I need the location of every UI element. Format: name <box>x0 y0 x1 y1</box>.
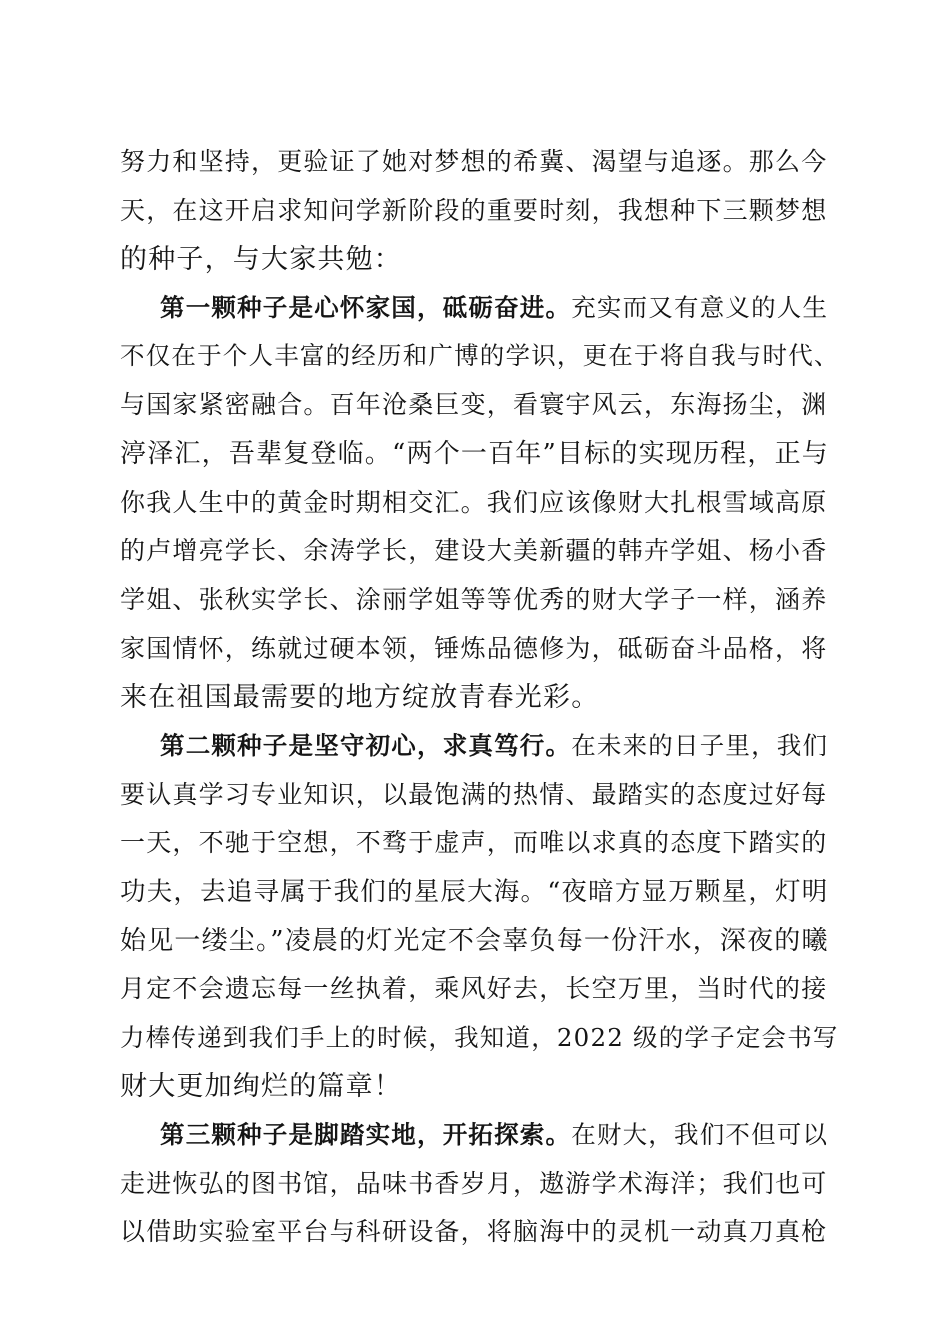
paragraph-first-line <box>160 292 828 324</box>
text-line: 力棒传递到我们手上的时候，我知道，2022 级的学子定会书写 <box>120 1023 839 1052</box>
text-line: 努力和坚持，更验证了她对梦想的希冀、渴望与追逐。那么今 <box>120 147 828 176</box>
text-line: 一天，不驰于空想，不骛于虚声，而唯以求真的态度下踏实的 <box>120 828 828 857</box>
text-line: 来在祖国最需要的地方绽放青春光彩。 <box>120 682 600 713</box>
text-line: 你我人生中的黄金时期相交汇。我们应该像财大扎根雪域高原 <box>120 488 828 517</box>
text-line: 的种子，与大家共勉： <box>120 244 402 275</box>
text-line: 功夫，去追寻属于我们的星辰大海。“夜暗方显万颗星，灯明 <box>120 877 829 907</box>
text-line: 始见一缕尘。”凌晨的灯光定不会辜负每一份汗水，深夜的曦 <box>120 926 829 956</box>
text-line: 月定不会遗忘每一丝执着，乘风好去，长空万里，当时代的接 <box>120 974 828 1003</box>
text-line: 与国家紧密融合。百年沧桑巨变，看寰宇风云，东海扬尘，渊 <box>120 390 828 419</box>
text-line: 家国情怀，练就过硬本领，锤炼品德修为，砥砺奋斗品格，将 <box>120 634 828 663</box>
paragraph-heading: 第二颗种子是坚守初心，求真笃行。 <box>160 731 572 760</box>
text-span: 在未来的日子里，我们 <box>571 731 829 760</box>
paragraph-first-line <box>160 1119 828 1151</box>
text-line: 不仅在于个人丰富的经历和广博的学识，更在于将自我与时代、 <box>120 341 840 370</box>
paragraph-first-line <box>160 730 828 762</box>
text-line: 以借助实验室平台与科研设备，将脑海中的灵机一动真刀真枪 <box>120 1217 828 1246</box>
text-line: 的卢增亮学长、余涛学长，建设大美新疆的韩卉学姐、杨小香 <box>120 536 828 565</box>
text-line: 学姐、张秋实学长、涂丽学姐等等优秀的财大学子一样，涵养 <box>120 585 828 614</box>
text-line: 天，在这开启求知问学新阶段的重要时刻，我想种下三颗梦想 <box>120 196 828 225</box>
text-span: 充实而又有意义的人生 <box>571 293 829 322</box>
paragraph-heading: 第一颗种子是心怀家国，砥砺奋进。 <box>160 293 572 322</box>
text-span: 在财大，我们不但可以 <box>571 1120 829 1149</box>
text-line: 渟泽汇，吾辈复登临。“两个一百年”目标的实现历程，正与 <box>120 439 829 469</box>
paragraph-heading: 第三颗种子是脚踏实地，开拓探索。 <box>160 1120 572 1149</box>
text-line: 财大更加绚烂的篇章！ <box>120 1071 402 1102</box>
text-line: 要认真学习专业知识，以最饱满的热情、最踏实的态度过好每 <box>120 780 828 809</box>
text-line: 走进恢弘的图书馆，品味书香岁月，遨游学术海洋；我们也可 <box>120 1169 828 1198</box>
